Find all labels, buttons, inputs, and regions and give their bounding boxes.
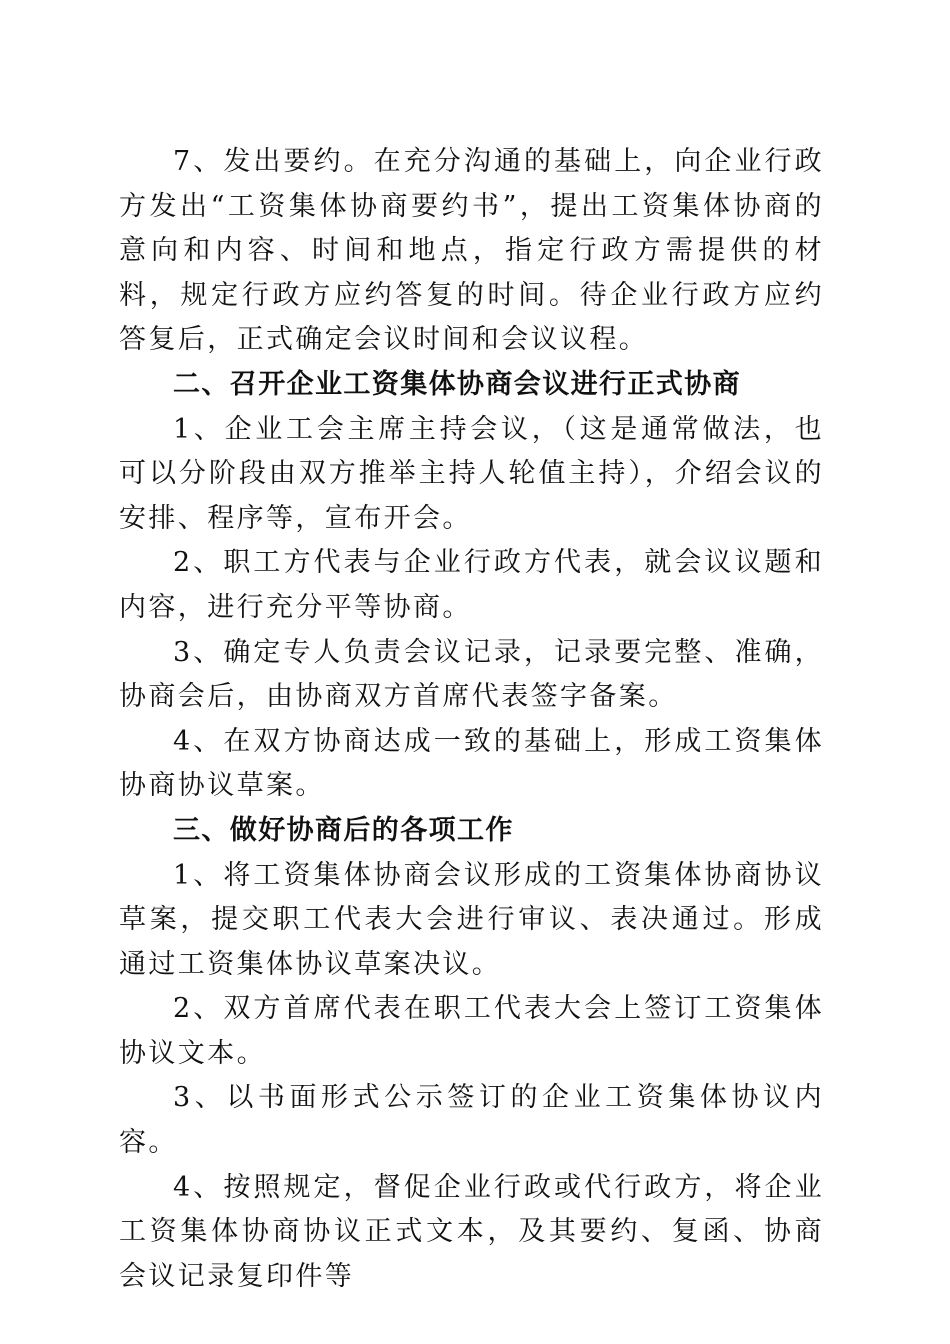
paragraph-draft-agreement: 4、在双方协商达成一致的基础上，形成工资集体协商协议草案。 xyxy=(119,725,824,802)
paragraph-sign-agreement: 2、双方首席代表在职工代表大会上签订工资集体协议文本。 xyxy=(119,993,824,1069)
section-heading-formal-negotiation: 二、召开企业工资集体协商会议进行正式协商 xyxy=(173,368,741,400)
document-body xyxy=(119,140,824,1299)
paragraph-chair-meeting: 1、企业工会主席主持会议，（这是通常做法，也可以分阶段由双方推举主持人轮值主持），介绍会议的安排、程序等，宣布开会。 xyxy=(119,413,824,534)
paragraph-submit-congress: 1、将工资集体协商会议形成的工资集体协商协议草案，提交职工代表大会进行审议、表决通过。形成通过工资集体协议草案决议。 xyxy=(119,859,824,980)
paragraph-filing: 4、按照规定，督促企业行政或代行政方，将企业工资集体协商协议正式文本，及其要约、复函、协商会议记录复印件等 xyxy=(119,1171,824,1292)
paragraph-issue-offer: 7、发出要约。在充分沟通的基础上，向企业行政方发出“工资集体协商要约书”，提出工资集体协商的意向和内容、时间和地点，指定行政方需提供的材料，规定行政方应约答复的时间。待企业行政方应约答复后，正式确定会议时间和会议议程。 xyxy=(119,146,824,356)
paragraph-publicize: 3、以书面形式公示签订的企业工资集体协议内容。 xyxy=(119,1082,824,1159)
section-heading-post-negotiation: 三、做好协商后的各项工作 xyxy=(173,814,514,846)
paragraph-meeting-record: 3、确定专人负责会议记录，记录要完整、准确，协商会后，由协商双方首席代表签字备案。 xyxy=(119,636,824,713)
paragraph-equal-negotiation: 2、职工方代表与企业行政方代表，就会议议题和内容，进行充分平等协商。 xyxy=(119,547,824,623)
